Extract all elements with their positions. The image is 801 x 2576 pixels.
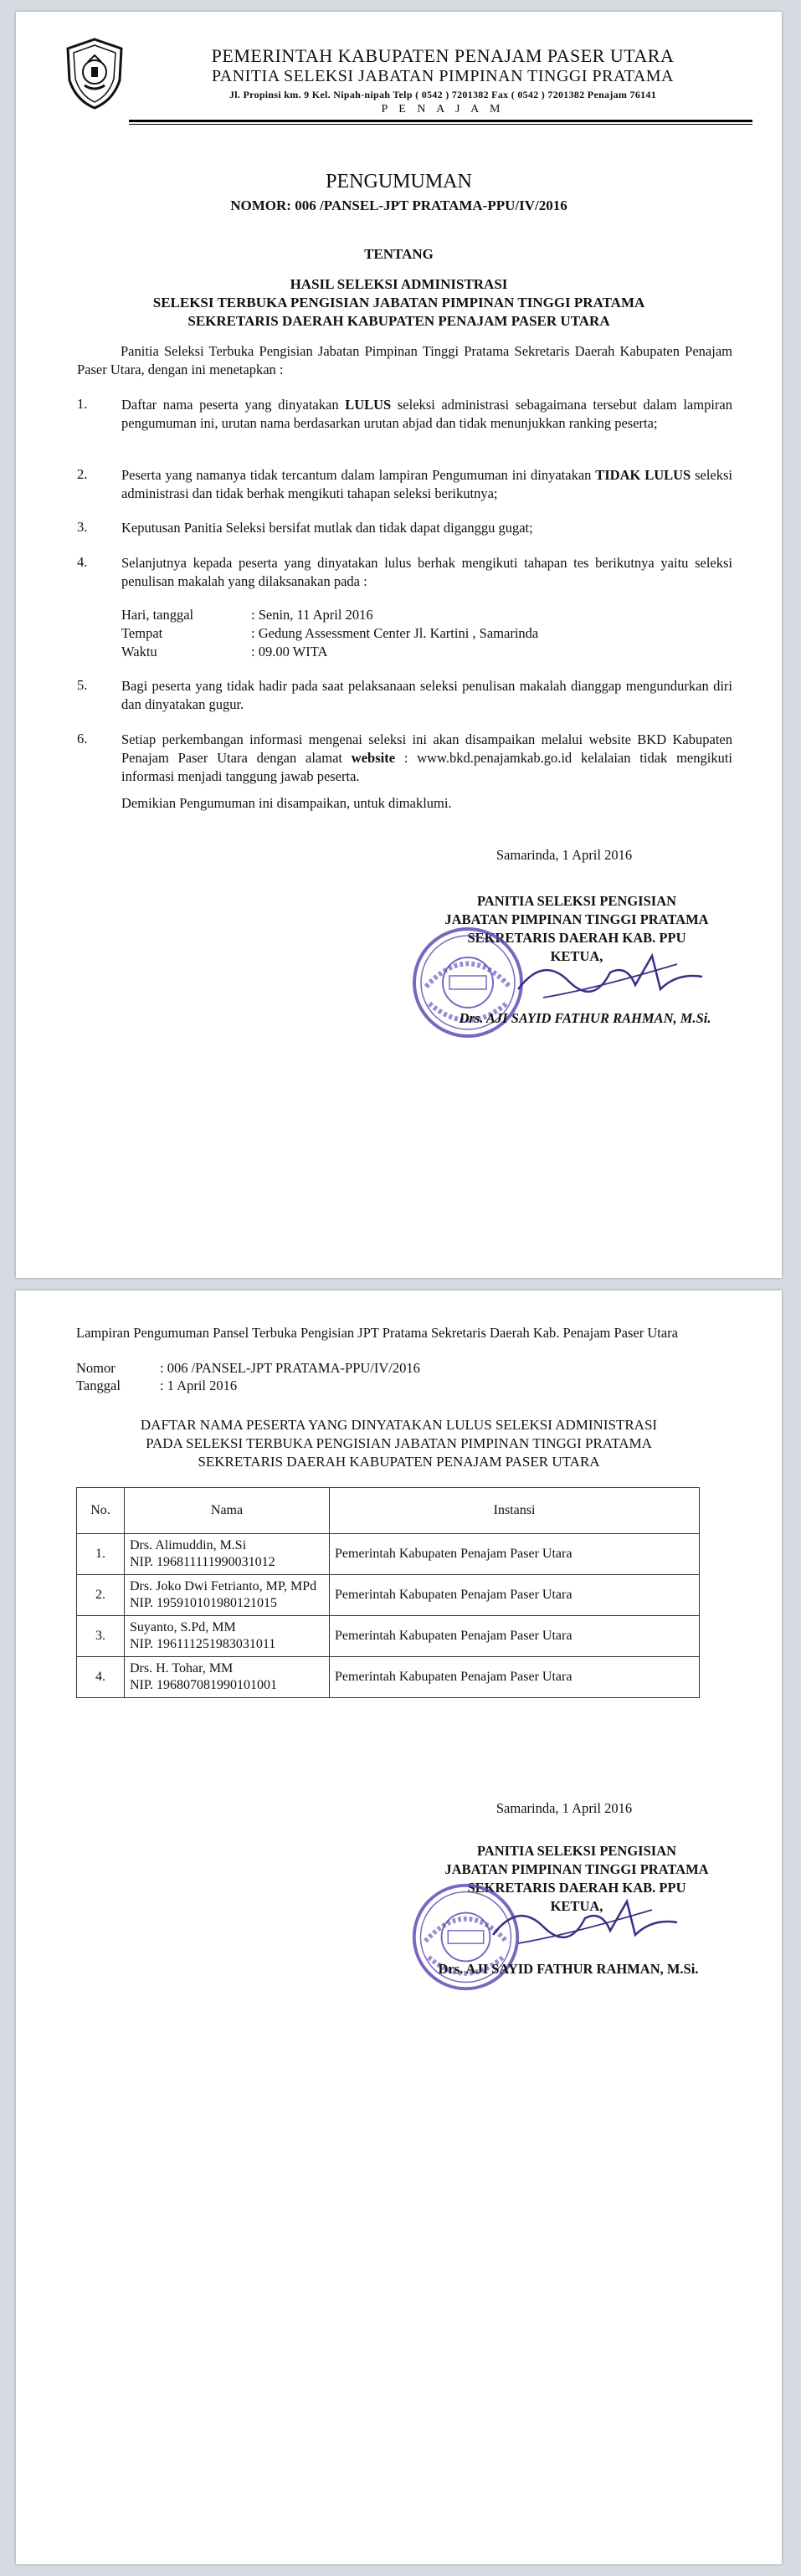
table-row xyxy=(77,1616,700,1657)
item-text-pre: Setiap perkembangan informasi mengenai seleksi ini akan disampaikan melalui website BKD Kabupaten Penajam Paser Utara dengan alamat xyxy=(121,731,732,766)
column-header-instansi: Instansi xyxy=(330,1488,700,1534)
row-number: 2. xyxy=(77,1575,125,1616)
signature-line3: SEKRETARIS DAERAH KAB. PPU xyxy=(467,930,686,946)
attachment-tanggal xyxy=(76,1377,237,1394)
tanggal-key: Tanggal xyxy=(76,1378,121,1393)
participant-name: Drs. Alimuddin, M.Si xyxy=(130,1538,247,1552)
item-text xyxy=(121,731,732,786)
announcement-subject-1: HASIL SELEKSI ADMINISTRASI xyxy=(290,276,508,292)
row-name-cell xyxy=(125,1657,330,1698)
table-row xyxy=(77,1657,700,1698)
item-text: Selanjutnya kepada peserta yang dinyatakan lulus berhak mengikuti tahapan tes berikutnya yaitu seleksi penulisan makalah yang dilaksanakan pada : xyxy=(121,555,732,589)
item-text xyxy=(121,466,732,503)
schedule-key: Hari, tanggal xyxy=(121,607,194,623)
item-text-post: seleksi administrasi sebagaimana tersebut dalam lampiran pengumuman ini, urutan nama berdasarkan urutan abjad dan tidak menunjukkan ranking peserta; xyxy=(121,397,732,431)
tanggal-value: : 1 April 2016 xyxy=(160,1378,238,1393)
regency-emblem-icon xyxy=(63,37,126,110)
nomor-key: Nomor xyxy=(76,1360,116,1376)
list-title-line1: DAFTAR NAMA PESERTA YANG DINYATAKAN LULUS SELEKSI ADMINISTRASI xyxy=(140,1417,658,1433)
schedule-row xyxy=(121,606,373,624)
document-page-1 xyxy=(16,12,782,1278)
participant-nip: NIP. 196807081990101001 xyxy=(130,1678,278,1692)
row-name-cell xyxy=(125,1575,330,1616)
item-text-pre: Daftar nama peserta yang dinyatakan xyxy=(121,397,346,413)
table-row xyxy=(77,1575,700,1616)
schedule-value: : 09.00 WITA xyxy=(251,644,328,659)
signatory-name: Drs. AJI SAYID FATHUR RAHMAN, M.Si. xyxy=(438,1961,699,1977)
signature-line1: PANITIA SELEKSI PENGISIAN xyxy=(476,1843,677,1859)
announcement-tentang: TENTANG xyxy=(364,246,434,262)
participants-table xyxy=(76,1487,700,1698)
item-number: 5. xyxy=(77,677,88,693)
item-number: 6. xyxy=(77,731,88,747)
row-number: 4. xyxy=(77,1657,125,1698)
row-number: 1. xyxy=(77,1534,125,1575)
attachment-title: Lampiran Pengumuman Pansel Terbuka Pengisian JPT Pratama Sekretaris Daerah Kab. Penajam Paser Utara xyxy=(76,1325,678,1341)
row-instansi: Pemerintah Kabupaten Penajam Paser Utara xyxy=(330,1534,700,1575)
participant-nip: NIP. 196111251983031011 xyxy=(130,1637,276,1651)
letterhead-line2: PANITIA SELEKSI JABATAN PIMPINAN TINGGI PRATAMA xyxy=(211,67,674,85)
item-number: 2. xyxy=(77,466,88,482)
item-text: Bagi peserta yang tidak hadir pada saat pelaksanaan seleksi penulisan makalah dianggap mengundurkan diri dan dinyatakan gugur. xyxy=(121,678,732,712)
list-title-line2: PADA SELEKSI TERBUKA PENGISIAN JABATAN PIMPINAN TINGGI PRATAMA xyxy=(146,1435,652,1451)
participant-name: Suyanto, S.Pd, MM xyxy=(130,1620,236,1634)
participant-name: Drs. H. Tohar, MM xyxy=(130,1661,234,1675)
signature-place-date: Samarinda, 1 April 2016 xyxy=(495,1800,633,1816)
schedule-key: Waktu xyxy=(121,644,157,659)
announcement-heading: PENGUMUMAN xyxy=(326,171,472,192)
signature-line1: PANITIA SELEKSI PENGISIAN xyxy=(476,893,677,909)
item-number: 4. xyxy=(77,554,88,570)
signatory-name: Drs. AJI SAYID FATHUR RAHMAN, M.Si. xyxy=(459,1010,711,1026)
schedule-row xyxy=(121,624,538,643)
row-number: 3. xyxy=(77,1616,125,1657)
announcement-subject-2: SELEKSI TERBUKA PENGISIAN JABATAN PIMPINAN TINGGI PRATAMA xyxy=(152,295,645,310)
signature-line4: KETUA, xyxy=(550,1898,603,1914)
participant-name: Drs. Joko Dwi Fetrianto, MP, MPd xyxy=(130,1579,317,1593)
schedule-row xyxy=(121,643,327,661)
schedule-key: Tempat xyxy=(121,625,163,641)
signature-line2: JABATAN PIMPINAN TINGGI PRATAMA xyxy=(444,911,709,927)
item-text: Keputusan Panitia Seleksi bersifat mutlak dan tidak dapat diganggu gugat; xyxy=(121,520,533,536)
participant-nip: NIP. 195910101980121015 xyxy=(130,1596,278,1610)
item-text-bold: website xyxy=(351,750,396,766)
item-text xyxy=(121,396,732,433)
row-instansi: Pemerintah Kabupaten Penajam Paser Utara xyxy=(330,1575,700,1616)
row-instansi: Pemerintah Kabupaten Penajam Paser Utara xyxy=(330,1616,700,1657)
announcement-number: NOMOR: 006 /PANSEL-JPT PRATAMA-PPU/IV/2016 xyxy=(230,198,567,213)
letterhead-rule xyxy=(129,120,752,122)
closing-statement: Demikian Pengumuman ini disampaikan, untuk dimaklumi. xyxy=(121,795,452,811)
handwritten-signature-icon xyxy=(485,1885,685,1960)
letterhead-rule-thin xyxy=(129,124,752,125)
announcement-intro: Panitia Seleksi Terbuka Pengisian Jabatan Pimpinan Tinggi Pratama Sekretaris Daerah Kabupaten Penajam Paser Utara, dengan ini menetapkan : xyxy=(77,343,732,377)
item-number: 3. xyxy=(77,519,88,535)
signature-line2: JABATAN PIMPINAN TINGGI PRATAMA xyxy=(444,1861,709,1877)
item-number: 1. xyxy=(77,396,88,412)
schedule-value: : Senin, 11 April 2016 xyxy=(251,607,373,623)
list-title-line3: SEKRETARIS DAERAH KABUPATEN PENAJAM PASER UTARA xyxy=(198,1454,600,1470)
document-page-2 xyxy=(16,1291,782,2564)
letterhead-line1: PEMERINTAH KABUPATEN PENAJAM PASER UTARA xyxy=(211,45,675,66)
letterhead-address: Jl. Propinsi km. 9 Kel. Nipah-nipah Telp ( 0542 ) 7201382 Fax ( 0542 ) 7201382 Penajam 76141 xyxy=(228,89,657,100)
row-name-cell xyxy=(125,1616,330,1657)
column-header-nama: Nama xyxy=(125,1488,330,1534)
item-text-bold: LULUS xyxy=(345,397,392,413)
item-text-bold: TIDAK LULUS xyxy=(595,467,691,483)
signature-line4: KETUA, xyxy=(550,948,603,964)
row-name-cell xyxy=(125,1534,330,1575)
participant-nip: NIP. 196811111990031012 xyxy=(130,1555,275,1569)
table-row xyxy=(77,1534,700,1575)
table-header-row xyxy=(77,1488,700,1534)
handwritten-signature-icon xyxy=(510,939,711,1014)
item-text-post: : www.bkd.penajamkab.go.id kelalaian tidak mengikuti informasi menjadi tanggung jawab peserta. xyxy=(121,750,732,784)
signature-place-date: Samarinda, 1 April 2016 xyxy=(495,847,633,863)
nomor-value: : 006 /PANSEL-JPT PRATAMA-PPU/IV/2016 xyxy=(160,1360,420,1376)
signature-line3: SEKRETARIS DAERAH KAB. PPU xyxy=(467,1880,686,1896)
list-title xyxy=(83,1416,715,1471)
column-header-no: No. xyxy=(77,1488,125,1534)
item-text-pre: Peserta yang namanya tidak tercantum dalam lampiran Pengumuman ini dinyatakan xyxy=(121,467,596,483)
schedule-value: : Gedung Assessment Center Jl. Kartini , Samarinda xyxy=(251,625,539,641)
letterhead-city: P E N A J A M xyxy=(381,103,505,115)
row-instansi: Pemerintah Kabupaten Penajam Paser Utara xyxy=(330,1657,700,1698)
announcement-subject-3: SEKRETARIS DAERAH KABUPATEN PENAJAM PASER UTARA xyxy=(187,313,610,329)
item-text-post: seleksi administrasi dan tidak berhak mengikuti tahapan seleksi berikutnya; xyxy=(121,467,732,501)
attachment-nomor xyxy=(76,1359,420,1377)
